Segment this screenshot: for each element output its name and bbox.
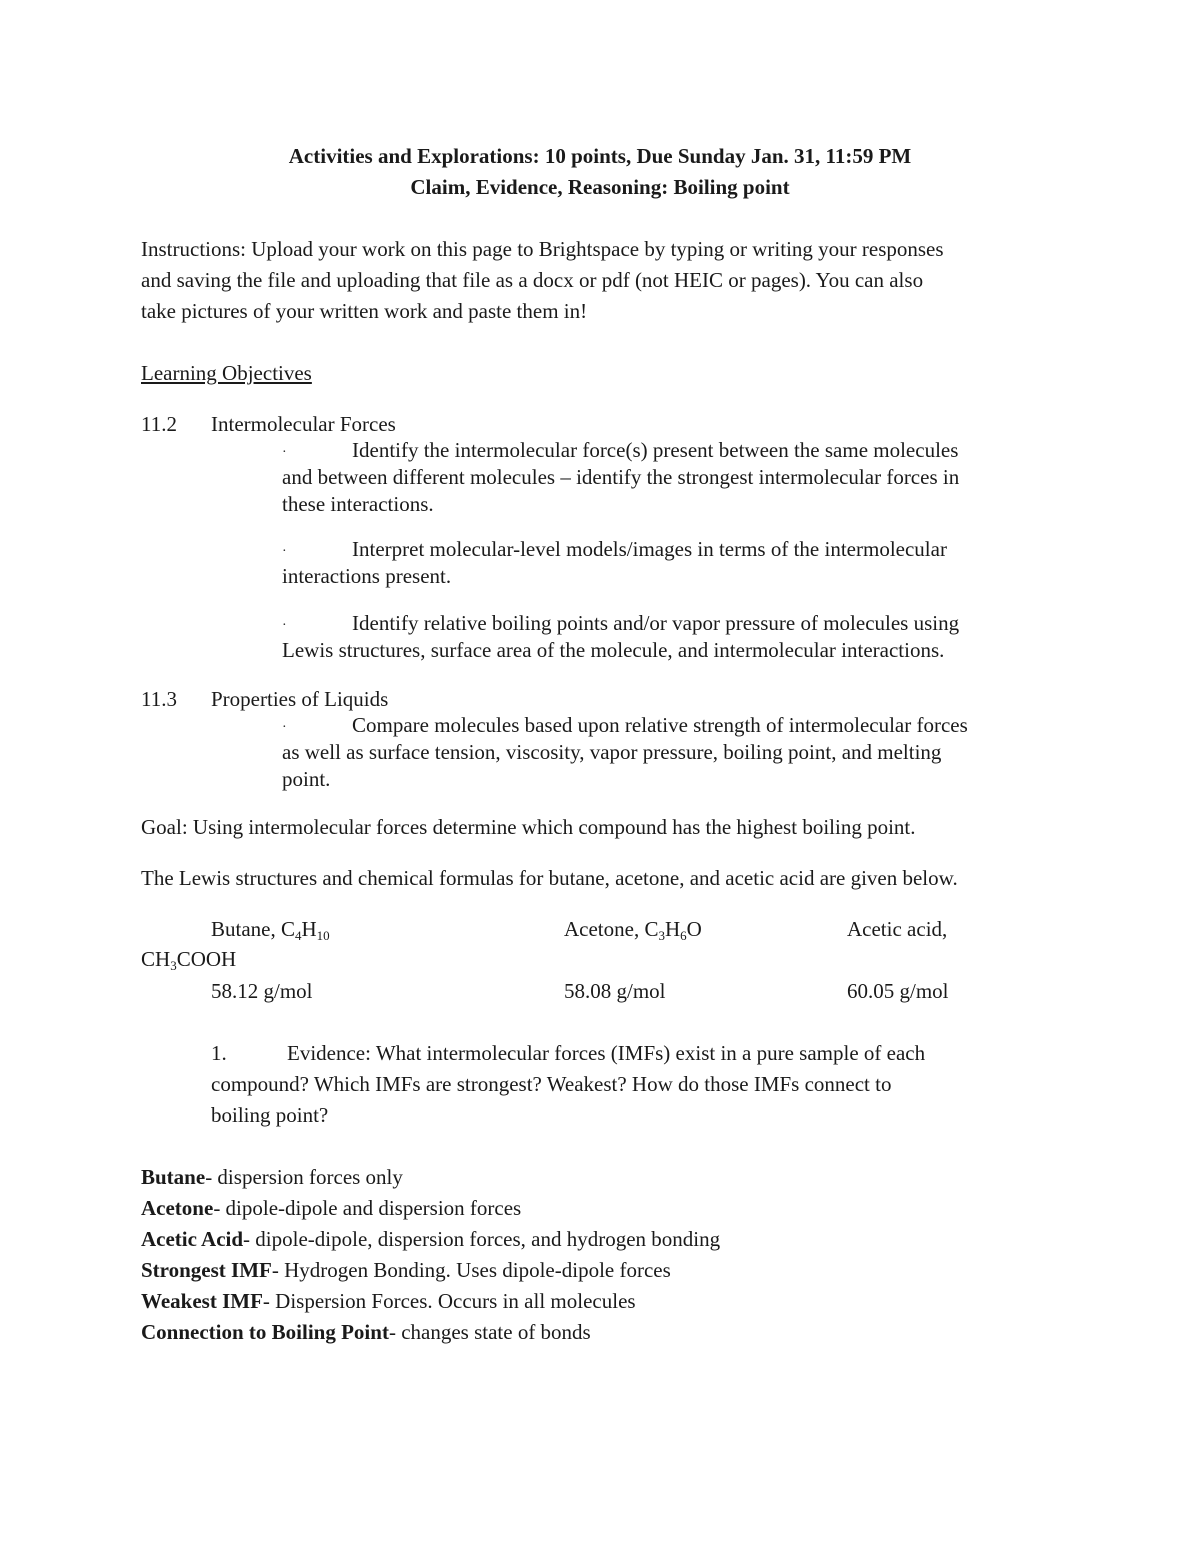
objective-line: point. — [282, 767, 331, 791]
objective-line: Identify the intermolecular force(s) present between the same molecules — [352, 438, 959, 462]
objective-line: Identify relative boiling points and/or vapor pressure of molecules using — [352, 611, 960, 635]
answer-butane: Butane- dispersion forces only — [141, 1165, 403, 1189]
question-line: compound? Which IMFs are strongest? Weakest? How do those IMFs connect to — [211, 1072, 892, 1096]
instructions-line-2: and saving the file and uploading that file as a docx or pdf (not HEIC or pages). You can also — [141, 268, 924, 292]
goal-text: Goal: Using intermolecular forces determine which compound has the highest boiling point. — [141, 815, 916, 839]
objective-line: as well as surface tension, viscosity, vapor pressure, boiling point, and melting — [282, 740, 942, 764]
objective-line: Lewis structures, surface area of the molecule, and intermolecular interactions. — [282, 638, 945, 662]
page-subtitle: Claim, Evidence, Reasoning: Boiling point — [410, 175, 790, 199]
instructions-line-3: take pictures of your written work and paste them in! — [141, 299, 588, 323]
objective-line: these interactions. — [282, 492, 434, 516]
question-line: Evidence: What intermolecular forces (IMFs) exist in a pure sample of each — [287, 1041, 926, 1065]
bullet-icon: · — [282, 445, 287, 460]
objective-line: interactions present. — [282, 564, 452, 588]
answer-acetic-acid: Acetic Acid- dipole-dipole, dispersion forces, and hydrogen bonding — [141, 1227, 721, 1251]
objective-line: Interpret molecular-level models/images in terms of the intermolecular — [352, 537, 947, 561]
answer-strongest-imf: Strongest IMF- Hydrogen Bonding. Uses dipole-dipole forces — [141, 1258, 671, 1282]
question-line: boiling point? — [211, 1103, 329, 1127]
bullet-icon: · — [282, 544, 287, 559]
section-number: 11.3 — [141, 687, 177, 711]
compound-butane: Butane, $C_4H_{10}$ — [211, 917, 330, 943]
bullet-icon: · — [282, 720, 287, 735]
page-title: Activities and Explorations: 10 points, Due Sunday Jan. 31, 11:59 PM — [288, 144, 912, 168]
acetone-mass: 58.08 g/mol — [564, 979, 666, 1003]
question-number: 1. — [211, 1041, 227, 1065]
answer-weakest-imf: Weakest IMF- Dispersion Forces. Occurs in all molecules — [141, 1289, 636, 1313]
objective-line: and between different molecules – identify the strongest intermolecular forces in — [282, 465, 960, 489]
compound-acetic-acid-formula: $CH_3COOH$ — [141, 947, 237, 973]
answer-boiling-point-connection: Connection to Boiling Point- changes state of bonds — [141, 1320, 591, 1344]
butane-mass: 58.12 g/mol — [211, 979, 313, 1003]
acetic-acid-mass: 60.05 g/mol — [847, 979, 949, 1003]
bullet-icon: · — [282, 618, 287, 633]
section-number: 11.2 — [141, 412, 177, 436]
compound-acetone: Acetone, $C_3H_6O$ — [564, 917, 702, 943]
section-title: Properties of Liquids — [211, 687, 389, 711]
objective-line: Compare molecules based upon relative strength of intermolecular forces — [352, 713, 968, 737]
learning-objectives-heading: Learning Objectives — [141, 361, 312, 385]
section-title: Intermolecular Forces — [211, 412, 396, 436]
compound-acetic-acid: Acetic acid, — [847, 917, 948, 941]
lewis-intro: The Lewis structures and chemical formulas for butane, acetone, and acetic acid are given below. — [141, 866, 958, 890]
instructions-line-1: Instructions: Upload your work on this page to Brightspace by typing or writing your responses — [141, 237, 944, 261]
answer-acetone: Acetone- dipole-dipole and dispersion forces — [141, 1196, 522, 1220]
